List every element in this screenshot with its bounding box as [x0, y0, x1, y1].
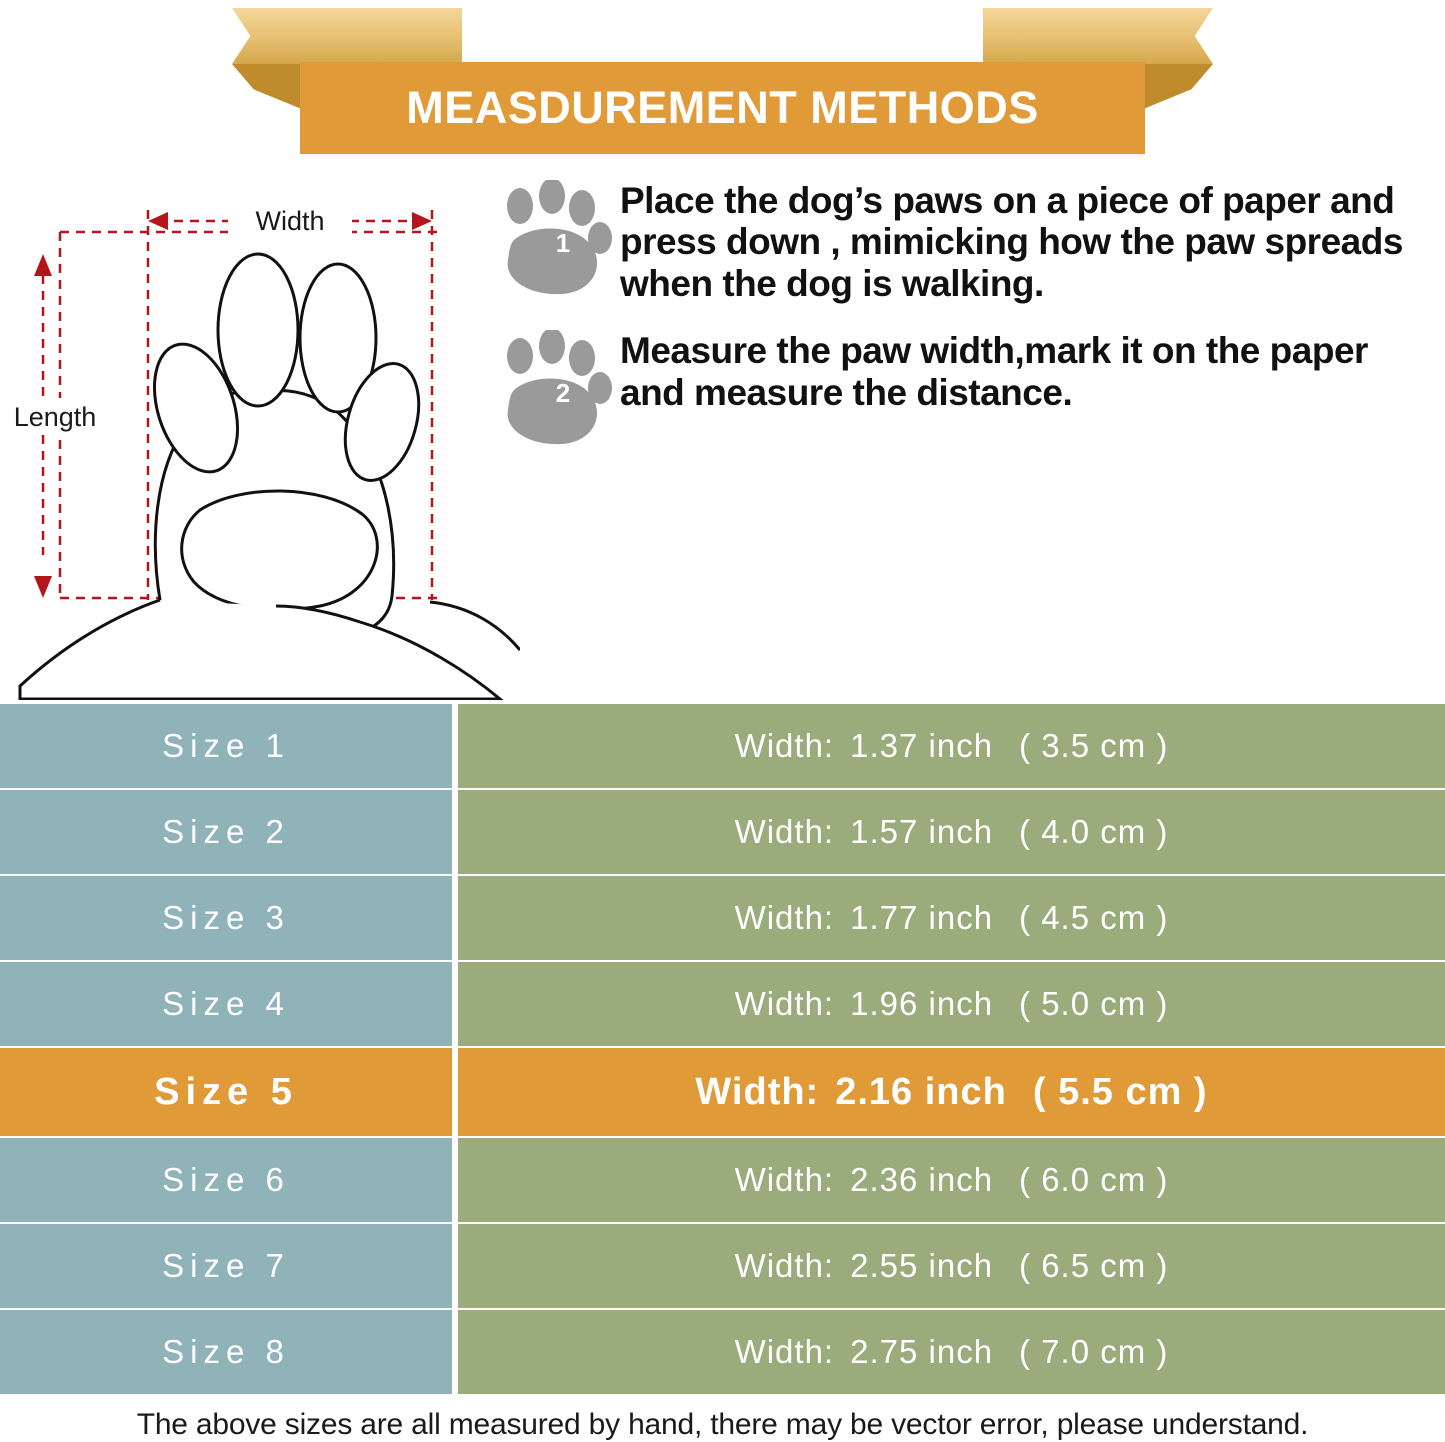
width-inch: 1.77 inch [850, 899, 994, 936]
paw-badge-icon-1 [490, 180, 620, 300]
width-metric: ( 5.5 cm ) [1032, 1070, 1208, 1113]
size-label: Size 8 [0, 1310, 452, 1394]
table-row [0, 704, 1445, 788]
size-value [458, 790, 1445, 874]
size-label: Size 1 [0, 704, 452, 788]
width-label: Width: [734, 1161, 835, 1198]
step-item-2 [490, 330, 1435, 450]
width-label: Width: [734, 813, 835, 850]
size-label: Size 7 [0, 1224, 452, 1308]
size-label: Size 4 [0, 962, 452, 1046]
table-row [0, 1310, 1445, 1394]
width-label: Width: [734, 1247, 835, 1284]
width-metric: ( 5.0 cm ) [1019, 985, 1169, 1022]
width-metric: ( 4.5 cm ) [1019, 899, 1169, 936]
width-metric: ( 3.5 cm ) [1019, 727, 1169, 764]
size-label: Size 6 [0, 1138, 452, 1222]
ribbon-left-decoration [232, 8, 462, 64]
size-value [458, 1048, 1445, 1136]
size-value [458, 1138, 1445, 1222]
table-row [0, 1224, 1445, 1308]
size-label: Size 2 [0, 790, 452, 874]
steps-list [490, 180, 1435, 476]
size-value [458, 704, 1445, 788]
paw-badge-icon-2 [490, 330, 620, 450]
size-value [458, 1310, 1445, 1394]
instructions-section [0, 170, 1445, 700]
table-row [0, 876, 1445, 960]
width-metric: ( 4.0 cm ) [1019, 813, 1169, 850]
width-inch: 2.16 inch [835, 1070, 1007, 1113]
width-label: Width: [734, 985, 835, 1022]
table-row-highlighted [0, 1048, 1445, 1136]
table-row [0, 790, 1445, 874]
step-item-1 [490, 180, 1435, 304]
size-value [458, 876, 1445, 960]
width-inch: 1.96 inch [850, 985, 994, 1022]
width-inch: 2.55 inch [850, 1247, 994, 1284]
width-label: Width: [734, 899, 835, 936]
paw-measurement-diagram [0, 170, 520, 700]
step-number-1: 1 [555, 228, 571, 258]
size-label: Size 3 [0, 876, 452, 960]
width-label: Width: [695, 1070, 820, 1113]
table-row [0, 962, 1445, 1046]
step-number-2: 2 [555, 378, 571, 409]
step-text-2: Measure the paw width,mark it on the paper and measure the distance. [620, 330, 1368, 413]
ribbon-fold-left-decoration [232, 64, 304, 110]
footnote-text: The above sizes are all measured by hand, there may be vector error, please understand. [136, 1408, 1309, 1441]
ribbon-right-decoration [983, 8, 1213, 64]
size-label: Size 5 [0, 1048, 452, 1136]
header-banner [0, 0, 1445, 170]
page-title: MEASDUREMENT METHODS [406, 82, 1039, 133]
width-inch: 2.75 inch [850, 1333, 994, 1370]
ribbon-fold-right-decoration [1141, 64, 1213, 110]
width-inch: 1.57 inch [850, 813, 994, 850]
width-inch: 1.37 inch [850, 727, 994, 764]
width-metric: ( 6.0 cm ) [1019, 1161, 1169, 1198]
svg-text:Width: Width [255, 206, 325, 236]
size-chart-table [0, 704, 1445, 1394]
width-metric: ( 6.5 cm ) [1019, 1247, 1169, 1284]
size-value [458, 1224, 1445, 1308]
width-inch: 2.36 inch [850, 1161, 994, 1198]
width-label: Width: [734, 1333, 835, 1370]
width-metric: ( 7.0 cm ) [1019, 1333, 1169, 1370]
table-row [0, 1138, 1445, 1222]
step-text-1: Place the dog’s paws on a piece of paper and press down , mimicking how the paw spreads when the dog is walking. [620, 180, 1403, 304]
svg-text:Length: Length [13, 402, 97, 432]
banner-bar [300, 62, 1145, 154]
size-value [458, 962, 1445, 1046]
width-label: Width: [734, 727, 835, 764]
